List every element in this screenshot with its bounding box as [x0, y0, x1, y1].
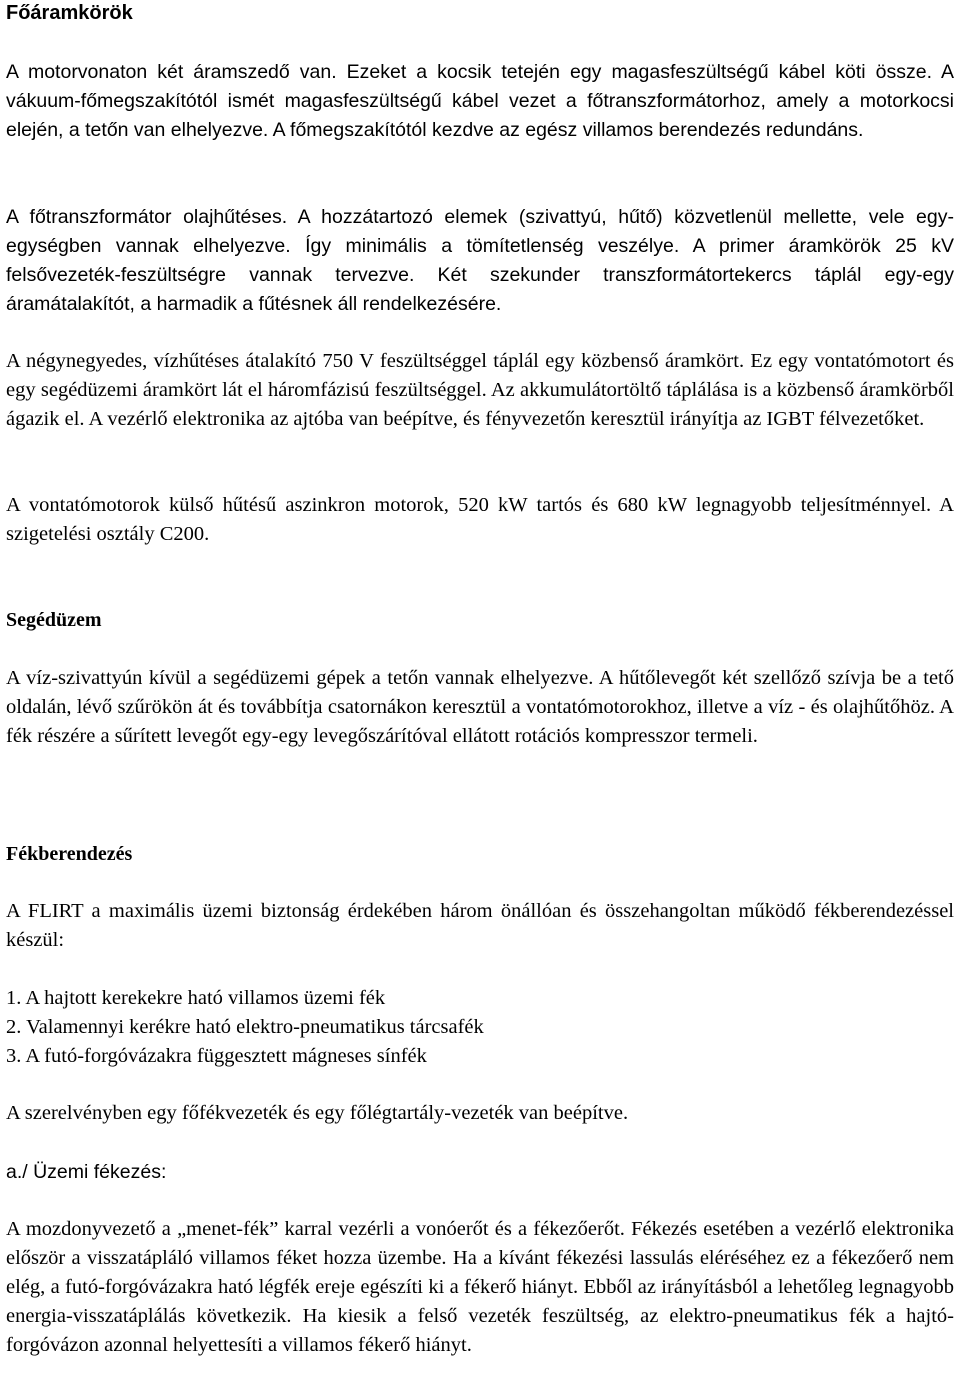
- paragraph-foaramkorok-4: A vontatómotorok külső hűtésű aszinkron motorok, 520 kW tartós és 680 kW legnagyobb teljesítménnyel. A szigetelési osztály C200.: [6, 494, 954, 545]
- paragraph-fekberendezes-2: A szerelvényben egy főfékvezeték és egy főlégtartály-vezeték van beépítve.: [6, 1102, 629, 1124]
- paragraph-fekberendezes-3: A mozdonyvezető a „menet-fék” karral vezérli a vonóerőt és a fékezőerőt. Fékezés esetében a vezérlő elektronika először a visszatápláló villamos féket hozza üzembe. Ha a kívánt fékezési lassulás eléréséhez ez a fékezőerő nem elég, a futó-forgóvázakra ható légfék ereje egészíti ki a fékerő hiányt. Ebből az irányításból a lehetőleg legnagyobb energia-visszatáplálás következik. Ha kiesik a felső vezeték feszültség, az elektro-pneumatikus fék a hajtó-forgóvázon azonnal helyettesíti a villamos fékerő hiányt.: [6, 1218, 954, 1356]
- section-title-foaramkorok: Főáramkörök: [6, 2, 133, 24]
- section-title-segeduzem: Segédüzem: [6, 609, 102, 631]
- brake-list: [6, 984, 954, 1071]
- paragraph-segeduzem-1: A víz-szivattyún kívül a segédüzemi gépek a tetőn vannak elhelyezve. A hűtőlevegőt két szellőző szívja be a tető oldalán, lévő szűrökön át és továbbítja csatornákon keresztül a vontatómotorokhoz, illetve a víz - és olajhűtőhöz. A fék részére a sűrített levegőt egy-egy levegőszárítóval ellátott rotációs kompresszor termeli.: [6, 667, 954, 747]
- list-item: 3. A futó-forgóvázakra függesztett mágneses sínfék: [6, 1045, 427, 1067]
- paragraph-foaramkorok-3: A négynegyedes, vízhűtéses átalakító 750 V feszültséggel táplál egy közbenső áramkört. Ez egy vontatómotort és egy segédüzemi áramkört lát el háromfázisú feszültséggel. Az akkumulátortöltő táplálása is a közbenső áramkörből ágazik el. A vezérlő elektronika az ajtóba van beépítve, és fényvezetőn keresztül irányítja az IGBT félvezetőket.: [6, 350, 954, 430]
- subheading-uzemi-fekezes: a./ Üzemi fékezés:: [6, 1161, 167, 1183]
- paragraph-foaramkorok-2: A főtranszformátor olajhűtéses. A hozzátartozó elemek (szivattyú, hűtő) közvetlenül mellette, vele egy-egységben vannak elhelyezve. Így minimális a tömítetlenség veszélye. A primer áramkörök 25 kV felsővezeték-feszültségre vannak tervezve. Két szekunder transzformátortekercs táplál egy-egy áramátalakítót, a harmadik a fűtésnek áll rendelkezésére.: [6, 206, 954, 315]
- list-item: 1. A hajtott kerekekre ható villamos üzemi fék: [6, 987, 386, 1009]
- paragraph-foaramkorok-1: A motorvonaton két áramszedő van. Ezeket a kocsik tetején egy magasfeszültségű kábel köti össze. A vákuum-főmegszakítótól ismét magasfeszültségű kábel vezet a főtranszformátorhoz, amely a motorkocsi elején, a tetőn van elhelyezve. A főmegszakítótól kezdve az egész villamos berendezés redundáns.: [6, 61, 954, 141]
- section-title-fekberendezes: Fékberendezés: [6, 843, 133, 865]
- list-item: 2. Valamennyi kerékre ható elektro-pneumatikus tárcsafék: [6, 1016, 484, 1038]
- paragraph-fekberendezes-intro: A FLIRT a maximális üzemi biztonság érdekében három önállóan és összehangoltan működő fékberendezéssel készül:: [6, 900, 954, 951]
